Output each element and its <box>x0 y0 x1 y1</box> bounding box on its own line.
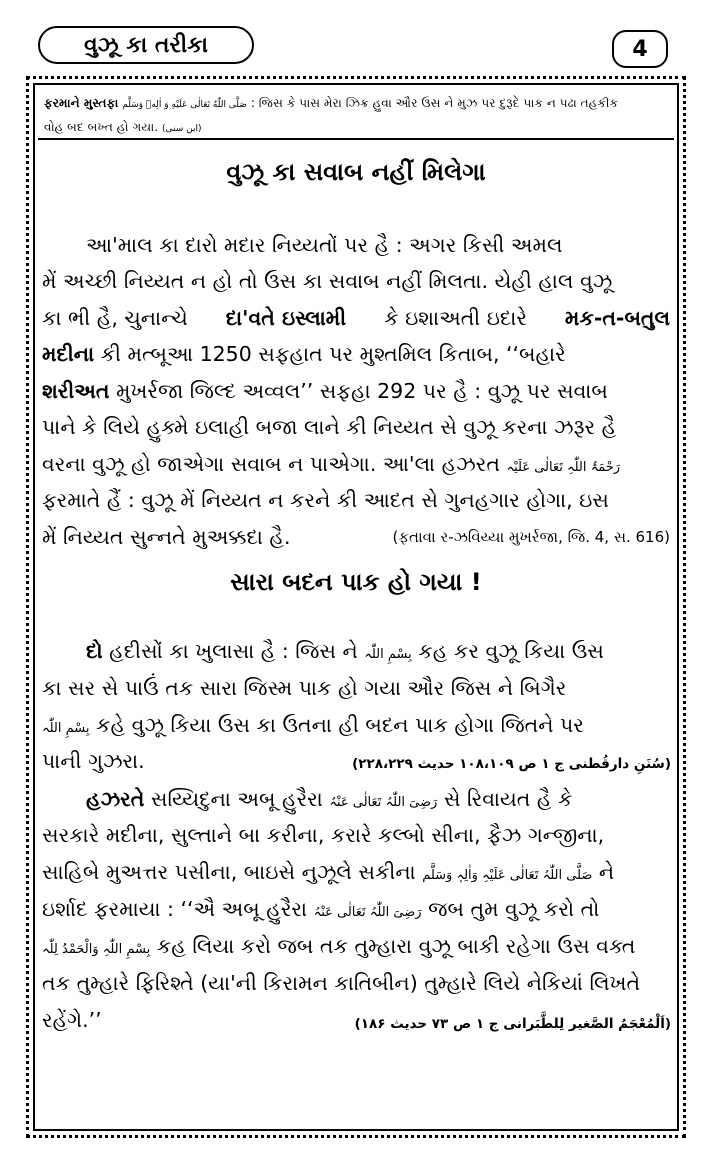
text-segment: કહ કર વુઝૂ કિયા ઉસ <box>418 639 604 663</box>
para-line: કા સર સે પાઉં તક સારા જિસ્મ પાક હો ગયા ઔર જિસ ને બિગૈર <box>42 676 567 700</box>
section-heading-1: વુઝૂ કા સવાબ નહીં મિલેગા <box>226 158 486 186</box>
para-line: પાને કે લિયે હુક્મે ઇલાહી બજા લાને કી નિય્યત સે વુઝૂ કરના ઝરૂર હૈ <box>42 415 617 439</box>
arabic-bismillah-hamd: بِسْمِ اللّٰہِ وَالْحَمْدُ لِلّٰہ <box>42 942 151 957</box>
citation-arabic: (سُنَنِ دارقُطنی ج ۱ ص ۱۰۸،۱۰۹ حدیث ۲۲۸،۲۲۹) <box>352 756 671 772</box>
para-line: પાની ગુઝરા. <box>42 749 145 773</box>
text-segment-bold: મક-ત-બતુલ <box>564 306 670 330</box>
citation-arabic: (اَلْمُعْجَمُ الصَّغیر لِلطَّبَرانی ج ۱ ص ۷۳ حدیث ۱۸۶) <box>354 1016 671 1032</box>
text-segment: મેં નિય્યત સુન્નતે મુઅક્કદા હૈ. <box>42 525 291 549</box>
page-number-badge <box>612 30 668 68</box>
arabic-bismillah: بِسْمِ اللّٰہ <box>42 721 90 736</box>
text-segment: કહે વુઝૂ કિયા ઉસ કા ઉતના હી બદન પાક હોગા જિતને પર <box>96 713 584 737</box>
para-line: સરકારે મદીના, સુલ્તાને બા કરીના, કરારે કલ્બો સીના, ફૈઝ ગન્જીના, <box>42 823 605 847</box>
text-segment: જબ તુમ વુઝૂ કરો તો <box>428 897 600 921</box>
para-line: મેં અચ્છી નિય્યત ન હો તો ઉસ કા સવાબ નહીં મિલતા. યેહી હાલ વુઝૂ <box>42 269 613 293</box>
text-segment: સય્યિદુના અબૂ હુરૈરા <box>150 787 323 811</box>
chapter-title-badge <box>38 26 254 64</box>
section-heading-2: સારા બદન પાક હો ગયા ! <box>230 568 482 596</box>
hadith-label: ફરમાને મુસ્તફા <box>44 96 119 110</box>
arabic-blessing: رَضِیَ اللّٰہُ تَعَالٰی عَنْہُ <box>313 905 422 920</box>
para-line <box>42 708 670 742</box>
arabic-blessing: رَحْمَۃُ اللّٰہِ تَعَالٰی عَلَیْہ <box>506 460 621 475</box>
para-line <box>42 855 670 889</box>
text-segment-bold: શરીઅત <box>42 379 110 403</box>
text-segment: ઇર્શાદ ફરમાયા : ‘‘ઐ અબૂ હુરૈરા <box>42 897 308 921</box>
text-segment: સાહિબે મુઅત્તર પસીના, બાઇસે નુઝૂલે સકીના <box>42 860 416 884</box>
text-segment-bold: હઝરતે <box>86 787 145 811</box>
text-segment: વરના વુઝૂ હો જાએગા સવાબ ન પાએગા. આ'લા હઝરત <box>42 452 500 476</box>
hadith-text-2: વોહ બદ બખ્ત હો ગયા. <box>44 120 159 134</box>
hadith-banner <box>38 90 674 140</box>
hadith-line-1 <box>44 92 668 116</box>
para-line <box>42 782 670 816</box>
para-line <box>42 520 670 554</box>
arabic-salutation: صَلَّی اللّٰہُ تَعَالٰی عَلَیْہِ وَاٰلِہٖ وَسَلَّم <box>422 868 593 883</box>
arabic-blessing: رَضِیَ اللّٰہُ تَعَالٰی عَنْہُ <box>329 795 438 810</box>
arabic-bismillah: بِسْمِ اللّٰہ <box>364 647 412 662</box>
hadith-text-1: : જિસ કે પાસ મેરા ઝિક્ર હુવા ઔર ઉસ ને મુઝ પર દુરૂદે પાક ન પઢા તહકીક <box>250 96 619 110</box>
para-line <box>42 892 670 926</box>
text-segment: કી મત્બૂઆ 1250 સફહાત પર મુશ્તમિલ કિતાબ, ‘‘બહારે <box>100 342 566 366</box>
hadith-source: (ابن سنی) <box>162 124 202 134</box>
text-segment: કહ લિયા કરો જબ તક તુમ્હારા વુઝૂ બાકી રહેગા ઉસ વક્ત <box>156 934 636 958</box>
text-segment: કા ભી હૈ, ચુનાન્ચે <box>42 306 188 330</box>
text-segment: હદીસોં કા ખુલાસા હૈ : જિસ ને <box>109 639 358 663</box>
para-line: આ'માલ કા દારો મદાર નિય્યતોં પર હૈ : અગર કિસી અમલ <box>86 233 563 257</box>
text-segment-bold: દા'વતે ઇસ્લામી <box>225 306 347 330</box>
citation: (ફતાવા ર-ઝવિય્યા મુખર્રજા, જિ. 4, સ. 616) <box>392 528 670 546</box>
para-line: તક તુમ્હારે ફિરિશ્તે (યા'ની કિરામન કાતિબીન) તુમ્હારે લિયે નેકિયાં લિખતે <box>42 971 641 995</box>
para-line <box>42 374 670 408</box>
text-segment: ને <box>598 860 615 884</box>
text-segment: સે રિવાયત હૈ કે <box>443 787 573 811</box>
para-line <box>42 929 670 963</box>
text-segment-bold: દો <box>86 639 103 663</box>
hadith-line-2 <box>44 116 668 140</box>
para-line <box>42 337 670 371</box>
para-line <box>42 447 670 481</box>
para-line: ફરમાતે હૈં : વુઝૂ મેં નિય્યત ન કરને કી આદત સે ગુનહગાર હોગા, ઇસ <box>42 488 609 512</box>
hadith-salutation: صَلَّى اللّٰهُ تَعَالٰى عَلَيْهِ وَ اٰلِهٖ وَسَلَّم <box>122 100 247 110</box>
text-segment-bold: મદીના <box>42 342 95 366</box>
para-line <box>42 301 670 335</box>
text-segment: કે ઇશાઅતી ઇદારે <box>384 306 527 330</box>
text-segment: મુખર્રજા જિલ્દ અવ્વલ’’ સફહા 292 પર હૈ : વુઝૂ પર સવાબ <box>116 379 608 403</box>
para-line <box>42 634 670 668</box>
chapter-title: વુઝૂ કા તરીકા <box>83 32 209 58</box>
page-number: 4 <box>632 36 648 62</box>
para-line: રહેંગે.’’ <box>42 1008 102 1032</box>
